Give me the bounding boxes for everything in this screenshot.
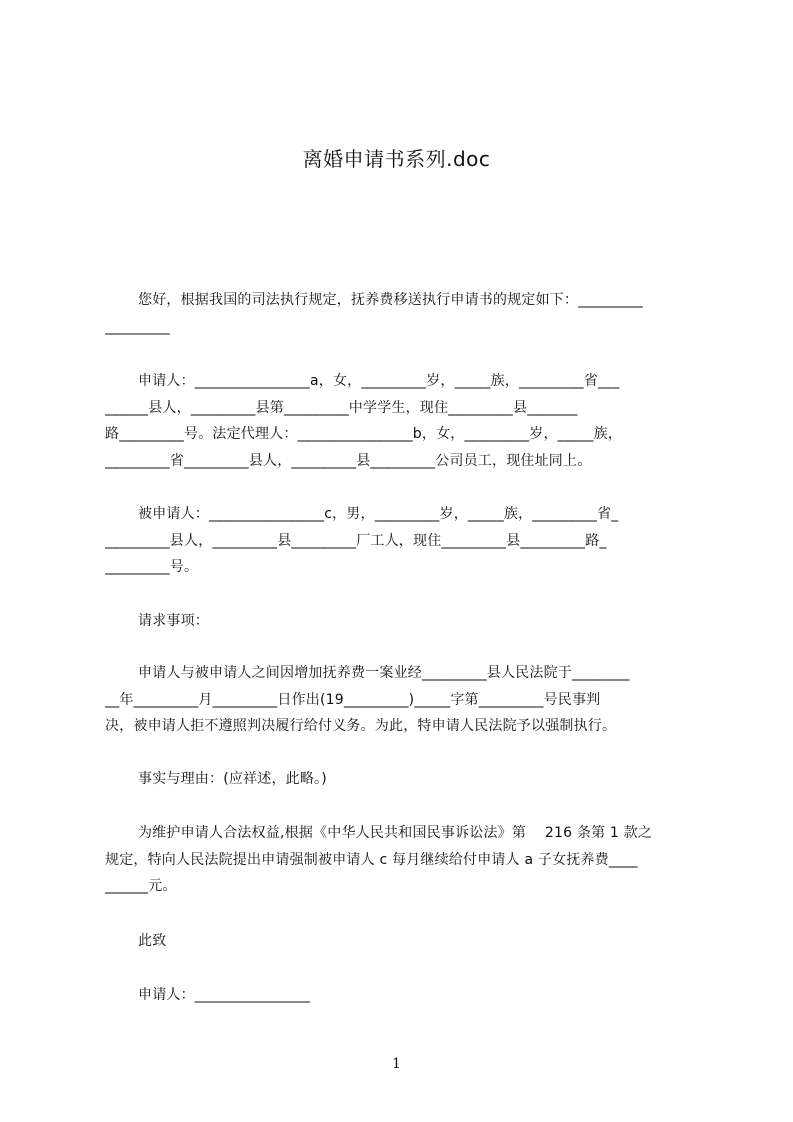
- legal-basis-line: 规定，特向人民法院提出申请强制被申请人 c 每月继续给付申请人 a 子女抚养费____: [105, 851, 638, 868]
- closing-text: 此致: [138, 933, 167, 949]
- closing-paragraph: [105, 928, 705, 955]
- signature-line: 申请人：________________: [138, 987, 310, 1003]
- respondent-line: _________县人，_________县_________厂工人，现住_________县_________路_: [105, 532, 607, 549]
- legal-basis-line: 为维护申请人合法权益,根据《中华人民共和国民事诉讼法》第 216 条第 1 款之: [138, 825, 653, 841]
- request-body-line: 决，被申请人拒不遵照判决履行给付义务。为此，特申请人民法院予以强制执行。: [105, 718, 617, 734]
- respondent-paragraph: [105, 501, 705, 581]
- document-title: 离婚申请书系列.doc: [302, 147, 491, 171]
- request-heading-paragraph: [105, 608, 705, 635]
- applicant-line: ______县人，_________县第_________中学学生，现住_________县_______: [105, 399, 578, 416]
- page-number: 1: [392, 1056, 401, 1072]
- facts-heading-paragraph: [105, 766, 705, 793]
- request-heading: 请求事项：: [138, 613, 209, 629]
- intro-line: 您好，根据我国的司法执行规定，抚养费移送执行申请书的规定如下：_________: [138, 292, 643, 308]
- applicant-paragraph: [105, 368, 705, 474]
- facts-heading: 事实与理由：(应祥述，此略。): [138, 771, 327, 787]
- legal-basis-paragraph: [105, 820, 705, 900]
- respondent-line: _________号。: [105, 559, 199, 575]
- legal-basis-line: ______元。: [105, 878, 177, 894]
- signature-paragraph: [105, 982, 705, 1009]
- request-body-line: __年_________月_________日作出(19_________)_____字第_________号民事判: [105, 691, 601, 708]
- request-body-line: 申请人与被申请人之间因增加抚养费一案业经_________县人民法院于________: [138, 665, 630, 681]
- applicant-line: _________省_________县人，_________县_________公司员工，现住址同上。: [105, 452, 592, 469]
- intro-line: _________: [105, 318, 170, 335]
- applicant-line: 路_________号。法定代理人：________________b，女，_________岁，_____族，: [105, 426, 623, 442]
- request-body-paragraph: [105, 660, 705, 740]
- applicant-line: 申请人：________________a，女，_________岁，_____族，_________省___: [138, 373, 620, 389]
- intro-paragraph: [105, 287, 705, 340]
- respondent-line: 被申请人：________________c，男，_________岁，_____族，_________省_: [138, 506, 619, 522]
